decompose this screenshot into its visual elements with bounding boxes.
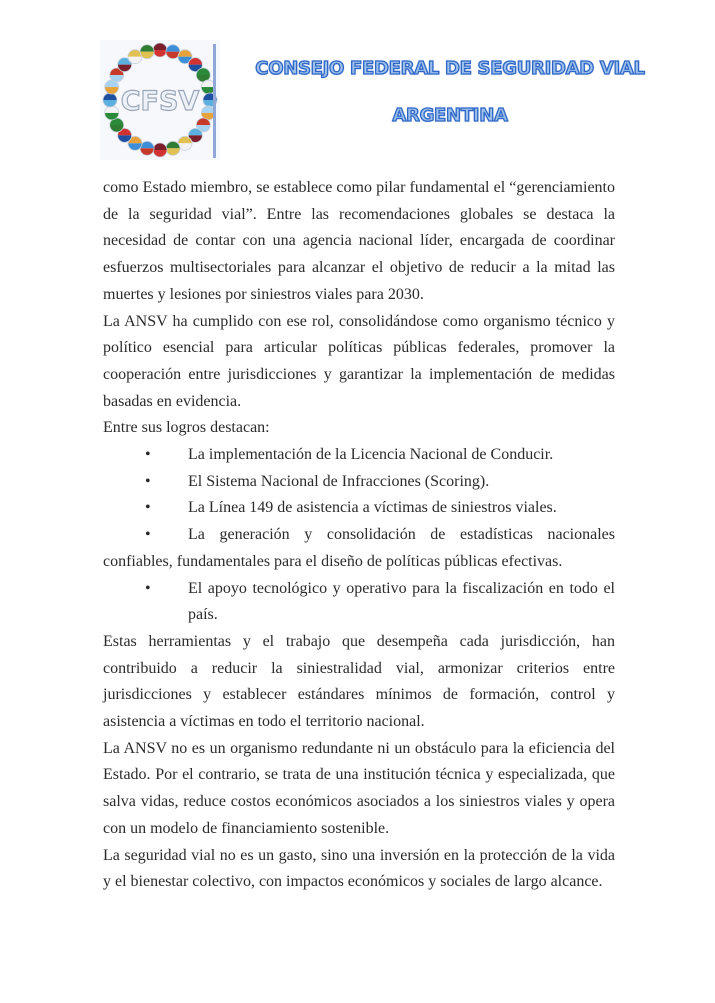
paragraph-tools-impact: Estas herramientas y el trabajo que desempeña cada jurisdicción, han contribuido a reducir la siniestralidad vial, armonizar criterios entre jurisdicciones y establecer estándares mínimos de formación, control y asistencia a víctimas en todo el territorio nacional. <box>103 632 615 731</box>
header-title-line1: CONSEJO FEDERAL DE SEGURIDAD VIAL <box>255 58 645 79</box>
bullet-text: La implementación de la Licencia Nacional de Conducir. <box>188 446 554 464</box>
bullet-item <box>103 495 615 522</box>
bullet-icon: • <box>145 446 151 464</box>
paragraph-achievements-intro: Entre sus logros destacan: <box>103 419 270 437</box>
bullet-icon: • <box>145 526 151 544</box>
bullet-text: La Línea 149 de asistencia a víctimas de siniestros viales. <box>188 499 557 517</box>
bullet-icon: • <box>145 579 151 597</box>
cfsv-logo <box>100 40 220 160</box>
document-body <box>103 175 615 896</box>
bullet-item <box>103 469 615 496</box>
bullet-item <box>103 442 615 469</box>
bullet-item <box>103 576 615 629</box>
header-title-line2: ARGENTINA <box>392 105 508 126</box>
logo-divider <box>213 44 216 158</box>
bullet-item <box>103 522 615 575</box>
bullet-text: El apoyo tecnológico y operativo para la fiscalización en todo el país. <box>188 579 615 624</box>
bullet-icon: • <box>145 472 151 490</box>
logo-text: CFSV <box>120 86 200 117</box>
bullet-icon: • <box>145 499 151 517</box>
paragraph-ansv-role: La ANSV ha cumplido con ese rol, consolidándose como organismo técnico y político esencial para articular políticas públicas federales, promover la cooperación entre jurisdicciones y garantizar la implementación de medidas basadas en evidencia. <box>103 312 615 410</box>
flags-ring-logo-icon <box>100 40 220 160</box>
paragraph-ansv-not-redundant: La ANSV no es un organismo redundante ni un obstáculo para la eficiencia del Estado. Por el contrario, se trata de una institución técnica y especializada, que salva vidas, reduce costos económicos asociados a los siniestros viales y opera con un modelo de financiamiento sostenible. <box>103 739 615 837</box>
bullet-text: El Sistema Nacional de Infracciones (Scoring). <box>188 472 490 490</box>
paragraph-road-safety-investment: La seguridad vial no es un gasto, sino una inversión en la protección de la vida y el bienestar colectivo, con impactos económicos y sociales de largo alcance. <box>103 846 615 891</box>
bullet-text: La generación y consolidación de estadísticas nacionales confiables, fundamentales para el diseño de políticas públicas efectivas. <box>103 526 615 570</box>
paragraph-who-recommendations: como Estado miembro, se establece como pilar fundamental el “gerenciamiento de la seguridad vial”. Entre las recomendaciones globales se destaca la necesidad de contar con una agencia nacional líder, encargada de coordinar esfuerzos multisectoriales para alcanzar el objetivo de reducir a la mitad las muertes y lesiones por siniestros viales para 2030. <box>103 179 615 303</box>
